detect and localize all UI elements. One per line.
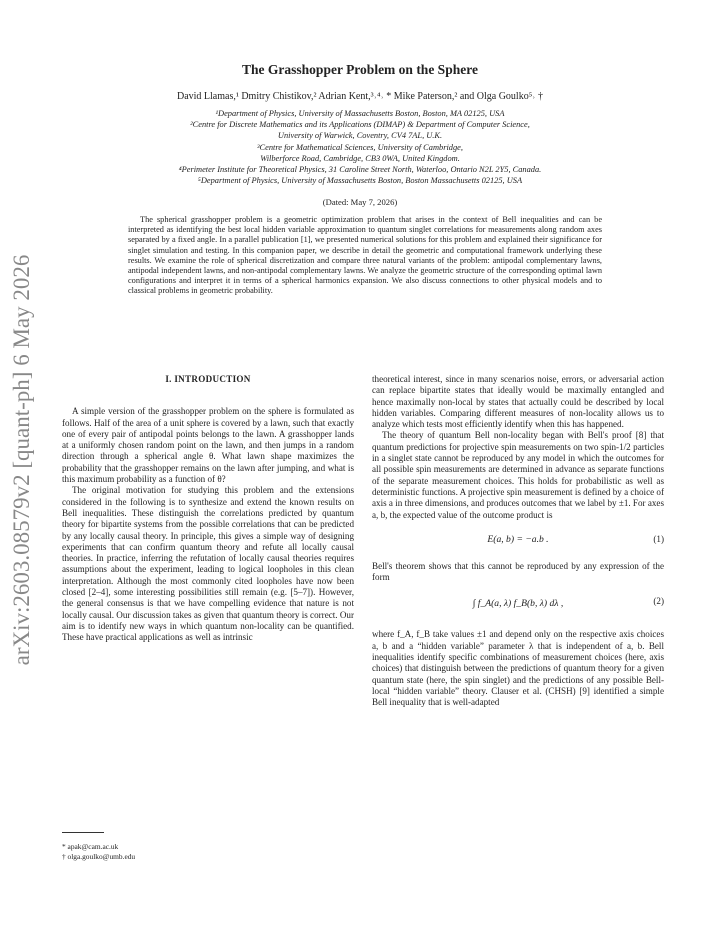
- left-column: [62, 374, 354, 644]
- paragraph: Bell's theorem shows that this cannot be reproduced by any expression of the form: [372, 560, 664, 583]
- arxiv-identifier: arXiv:2603.08579v2 [quant-ph] 6 May 2026: [9, 254, 34, 666]
- paragraph: The theory of quantum Bell non-locality began with Bell's proof [8] that quantum predictions for projective spin measurements on two spin-1/2 particles in a singlet state cannot be reproduced by any model in which the outcomes for all possible spin measurements are determined in advance as separate functions of the separate measurement choices. This holds for probabilistic as well as deterministic functions. A projective spin measurement is defined by a choice of axis a in three dimensions, and produces outcomes that we label by ±1. For axes a, b, the expected value of the outcome product is: [372, 430, 664, 520]
- affiliation-line: ⁵Department of Physics, University of Massachusetts Boston, Boston Massachusetts 02125, USA: [197, 176, 523, 186]
- footnote-email: † olga.goulko@umb.edu: [62, 852, 136, 861]
- equation-1: [372, 530, 664, 552]
- author-list: David Llamas,¹ Dmitry Chistikov,² Adrian Kent,³˒⁴˒ * Mike Paterson,² and Olga Goulko⁵˒ †: [176, 91, 544, 102]
- affiliation-line: ¹Department of Physics, University of Massachusetts Boston, Boston, MA 02125, USA: [215, 109, 505, 118]
- dated-line: (Dated: May 7, 2026): [322, 197, 398, 207]
- paragraph: theoretical interest, since in many scenarios noise, errors, or adversarial action can replace bipartite states that ideally would be maximally entangled and hence maximally non-local by states that actually could be described by local hidden variables. Comparing different measures of non-locality allows us to analyze which tests most efficiently identify when this has happened.: [372, 374, 664, 430]
- abstract: The spherical grasshopper problem is a geometric optimization problem that arises in the context of Bell inequalities and can be interpreted as identifying the best local hidden variable approximation to quantum singlet correlations for measurements along random axes separated by a fixed angle. In a parallel publication [1], we presented numerical solutions for this problem and explained their significance for singlet simulation and testing. In this companion paper, we describe in detail the geometric and computational framework underlying these results. We examine the role of spherical discretization and compare three natural variants of the problem: antipodal complementary lawns, antipodal independent lawns, and non-antipodal complementary lawns. We analyze the geometric structure of the corresponding optimal lawn configurations and interpret it in terms of a spherical harmonics expansion. We also discuss connections to other physical models and to classical problems in geometric probability.: [128, 215, 602, 296]
- paper-title: The Grasshopper Problem on the Sphere: [242, 62, 478, 77]
- section-heading: [62, 374, 354, 385]
- affiliation-line: Wilberforce Road, Cambridge, CB3 0WA, United Kingdom.: [260, 153, 460, 163]
- right-column: [372, 374, 664, 709]
- section-title: INTRODUCTION: [174, 374, 251, 384]
- arxiv-stamp: [2, 250, 42, 670]
- paragraph: A simple version of the grasshopper problem on the sphere is formulated as follows. Half of the area of a unit sphere is covered by a lawn, such that exactly one of every pair of antipodal points belongs to the lawn. A grasshopper lands at a uniformly chosen random point on the lawn, and then jumps in a random direction through a spherical angle θ. What lawn shape maximizes the probability that the grasshopper remains on the lawn after jumping, and what is this maximum probability as a function of θ?: [62, 406, 354, 485]
- footnote-rule: [62, 832, 104, 833]
- equation-2: [372, 592, 664, 620]
- affiliation-line: ⁴Perimeter Institute for Theoretical Physics, 31 Caroline Street North, Waterloo, Ontario N2L 2Y5, Canada.: [178, 165, 542, 175]
- equation-body: ∫ f_A(a, λ) f_B(b, λ) dλ ,: [472, 598, 564, 610]
- paragraph: The original motivation for studying this problem and the extensions considered in the following is to synthesize and extend the known results on Bell inequalities. These distinguish the correlations predicted by quantum theory for bipartite systems from the possible correlations that can be predicted by any locally causal theory. In principle, this gives a simple way of designing experiments that can confirm quantum theory and refute all locally causal theories. In practice, inferring the refutation of locally causal theories requires assumptions about the experiment, leading to logical loopholes in this clean interpretation. Although the most commonly cited loopholes have now been closed [2–4], some interesting possibilities still remain (e.g. [5–7]). However, the general consensus is that we have compelling evidence that nature is not locally causal. Our discussion takes as given that quantum theory is correct. Our aim is to identify new ways in which quantum non-locality can be quantified. These have practical applications as well as intrinsic: [62, 485, 354, 643]
- affiliation-line: University of Warwick, Coventry, CV4 7AL, U.K.: [277, 131, 443, 141]
- affiliation-line: ²Centre for Discrete Mathematics and its Applications (DIMAP) & Department of Computer Science,: [190, 120, 530, 130]
- equation-number: (2): [653, 596, 664, 607]
- equation-body: E(a, b) = −a.b .: [487, 533, 549, 545]
- affiliation-line: ³Centre for Mathematical Sciences, University of Cambridge,: [257, 142, 463, 152]
- affiliations: [0, 108, 720, 186]
- section-number: I.: [165, 374, 172, 384]
- equation-number: (1): [653, 533, 664, 544]
- paragraph: where f_A, f_B take values ±1 and depend only on the respective axis choices a, b and a “hidden variable” parameter λ that is independent of a, b. Bell inequalities identify specific combinations of measurement choices (here, axis choices) that distinguish between the predictions of quantum theory for a given quantum state (here, the spin singlet) and the predictions of any possible Bell-local “hidden variable” theory. Clauser et al. (CHSH) [9] identified a simple Bell inequality that is well-adapted: [372, 629, 664, 708]
- footnotes: [62, 842, 135, 862]
- footnote-email: * apak@cam.ac.uk: [62, 842, 119, 851]
